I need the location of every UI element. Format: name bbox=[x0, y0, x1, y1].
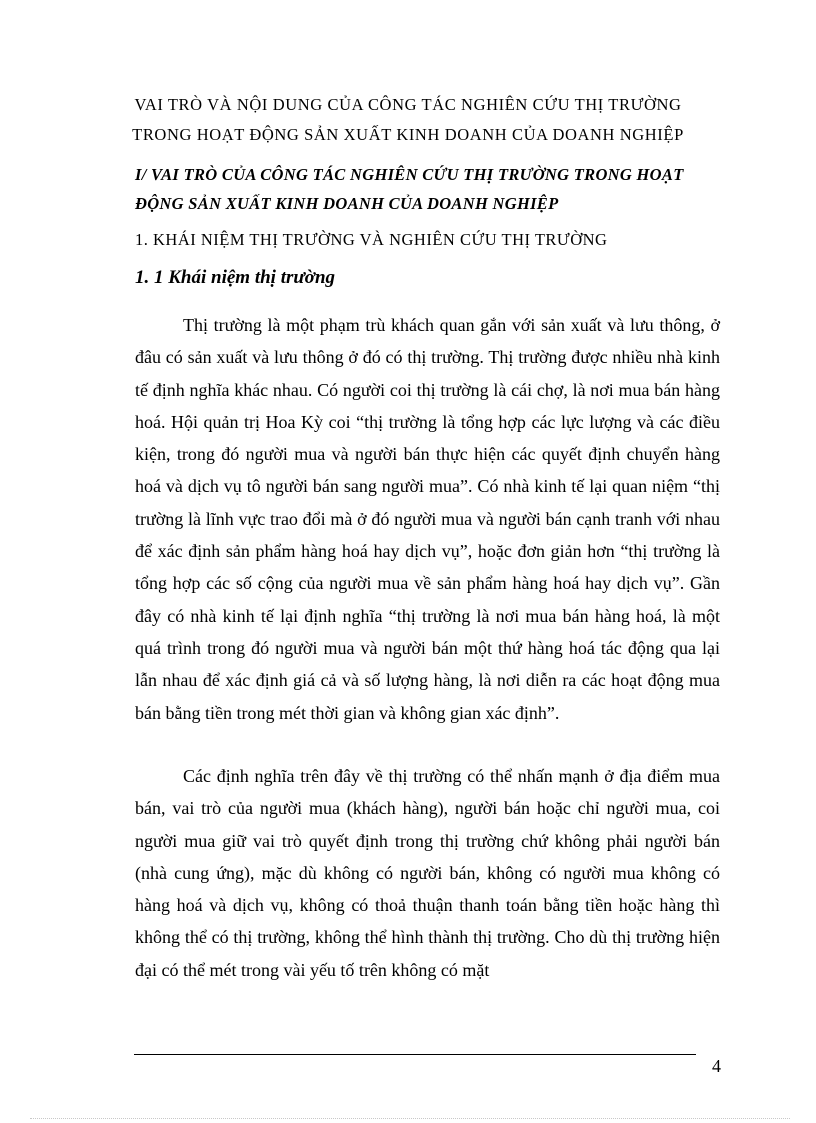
page-number: 4 bbox=[712, 1056, 721, 1076]
page-edge-divider bbox=[30, 1118, 790, 1119]
subsubsection-heading: 1. 1 Khái niệm thị trường bbox=[135, 267, 336, 288]
subsection-heading: 1. KHÁI NIỆM THỊ TRƯỜNG VÀ NGHIÊN CỨU THỊ TRƯỜNG bbox=[135, 230, 608, 249]
body-paragraph-1: Thị trường là một phạm trù khách quan gắn với sản xuất và lưu thông, ở đâu có sản xuất và lưu thông ở đó có thị trường. Thị trường được nhiều nhà kinh tế định nghĩa khác nhau. Có người coi thị trường là cái chợ, là nơi mua bán hàng hoá. Hội quản trị Hoa Kỳ coi “thị trường là tổng hợp các lực lượng và các điều kiện, trong đó người mua và người bán thực hiện các quyết định chuyển hàng hoá và dịch vụ tô người bán sang người mua”. Có nhà kinh tế lại quan niệm “thị trường là lĩnh vực trao đổi mà ở đó người mua và người bán cạnh tranh với nhau để xác định sản phẩm hàng hoá hay dịch vụ”, hoặc đơn giản hơn “thị trường là tổng hợp các số cộng của người mua về sản phẩm hàng hoá hay dịch vụ”. Gần đây có nhà kinh tế lại định nghĩa “thị trường là nơi mua bán hàng hoá, là một quá trình trong đó người mua và người bán một thứ hàng hoá tác động qua lại lẫn nhau để xác định giá cả và số lượng hàng, là nơi diễn ra các hoạt động mua bán bằng tiền trong mét thời gian và không gian xác định”. bbox=[135, 315, 720, 723]
section-heading: I/ VAI TRÒ CỦA CÔNG TÁC NGHIÊN CỨU THỊ TRƯỜNG TRONG HOẠT ĐỘNG SẢN XUẤT KINH DOANH CỦA DOANH NGHIỆP bbox=[135, 165, 684, 213]
body-paragraph-2: Các định nghĩa trên đây về thị trường có thể nhấn mạnh ở địa điểm mua bán, vai trò của người mua (khách hàng), người bán hoặc chỉ người mua, coi người mua giữ vai trò quyết định trong thị trường chứ không phải người bán (nhà cung ứng), mặc dù không có người bán, không có người mua không có hàng hoá và dịch vụ, không có thoả thuận thanh toán bằng tiền hoặc hàng thì không thể có thị trường, không thể hình thành thị trường. Cho dù thị trường hiện đại có thể mét trong vài yếu tố trên không có mặt bbox=[135, 766, 720, 980]
document-title-line-1: VAI TRÒ VÀ NỘI DUNG CỦA CÔNG TÁC NGHIÊN CỨU THỊ TRƯỜNG bbox=[134, 95, 682, 114]
footer-rule bbox=[134, 1054, 696, 1055]
document-title-line-2: TRONG HOẠT ĐỘNG SẢN XUẤT KINH DOANH CỦA DOANH NGHIỆP bbox=[132, 125, 684, 144]
